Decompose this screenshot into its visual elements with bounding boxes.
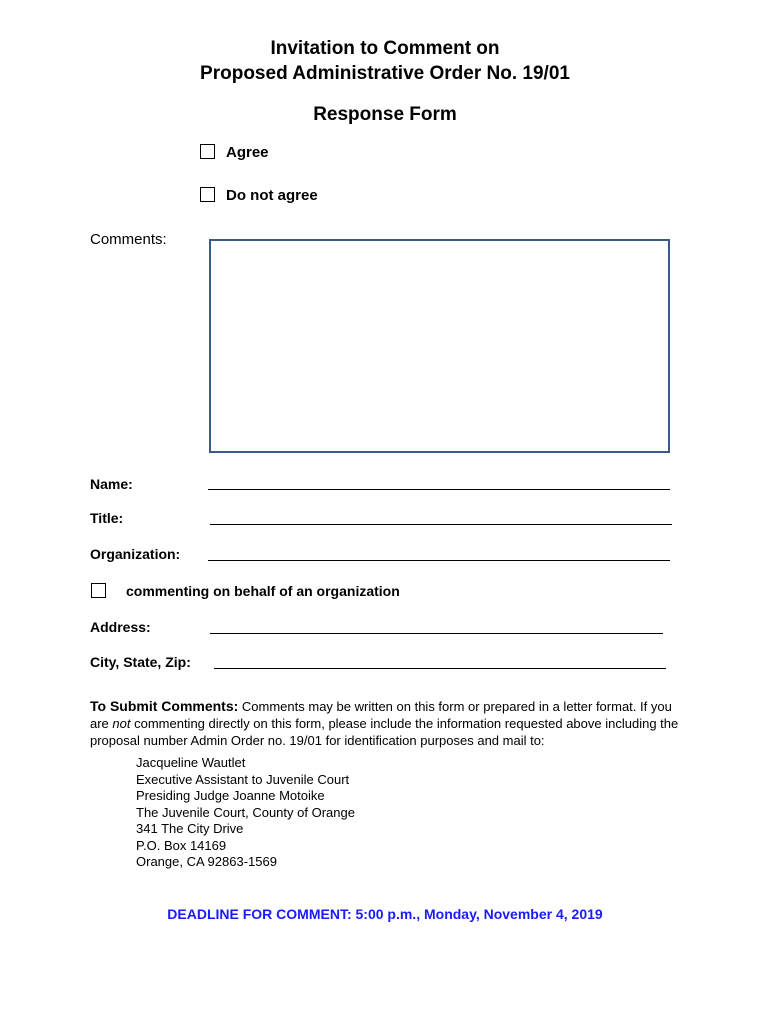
agree-label: Agree [226,144,269,161]
behalf-label: commenting on behalf of an organization [126,583,400,599]
address-line: Orange, CA 92863-1569 [136,854,277,869]
behalf-checkbox[interactable] [91,583,106,598]
document-title-line1: Invitation to Comment on [270,38,500,59]
city-state-zip-label: City, State, Zip: [90,654,191,670]
address-label: Address: [90,619,151,635]
address-line: 341 The City Drive [136,821,244,836]
instructions-emphasis: not [112,716,131,731]
disagree-checkbox[interactable] [200,187,215,202]
address-line: P.O. Box 14169 [136,837,227,853]
comments-textarea[interactable] [209,239,670,453]
title-field[interactable] [210,524,672,525]
deadline-notice: DEADLINE FOR COMMENT: 5:00 p.m., Monday, November 4, 2019 [167,906,603,922]
submit-instructions [90,698,690,749]
mailing-address [136,755,355,871]
address-line: Jacqueline Wautlet [136,755,246,770]
title-label: Title: [90,510,124,526]
name-label: Name: [90,476,133,492]
document-title-line2: Proposed Administrative Order No. 19/01 [200,63,570,84]
address-line: Executive Assistant to Juvenile Court [136,771,350,787]
instructions-text-part1: Comments may be written on this form or prepared in a letter format. If you are [90,699,672,731]
organization-label: Organization: [90,546,181,562]
name-field[interactable] [208,489,670,490]
form-subtitle: Response Form [313,104,457,125]
address-line: Presiding Judge Joanne Motoike [136,788,325,803]
agree-checkbox[interactable] [200,144,215,159]
disagree-label: Do not agree [226,187,318,204]
address-line: The Juvenile Court, County of Orange [136,804,355,820]
city-state-zip-field[interactable] [214,668,666,669]
submit-heading: To Submit Comments: [90,698,239,714]
comments-label: Comments: [90,231,167,248]
organization-field[interactable] [208,560,670,561]
address-field[interactable] [210,633,663,634]
instructions-text-part2: commenting directly on this form, please include the information requested above including the proposal number Admin Order no. 19/01 for identification purposes and mail to: [90,716,679,748]
